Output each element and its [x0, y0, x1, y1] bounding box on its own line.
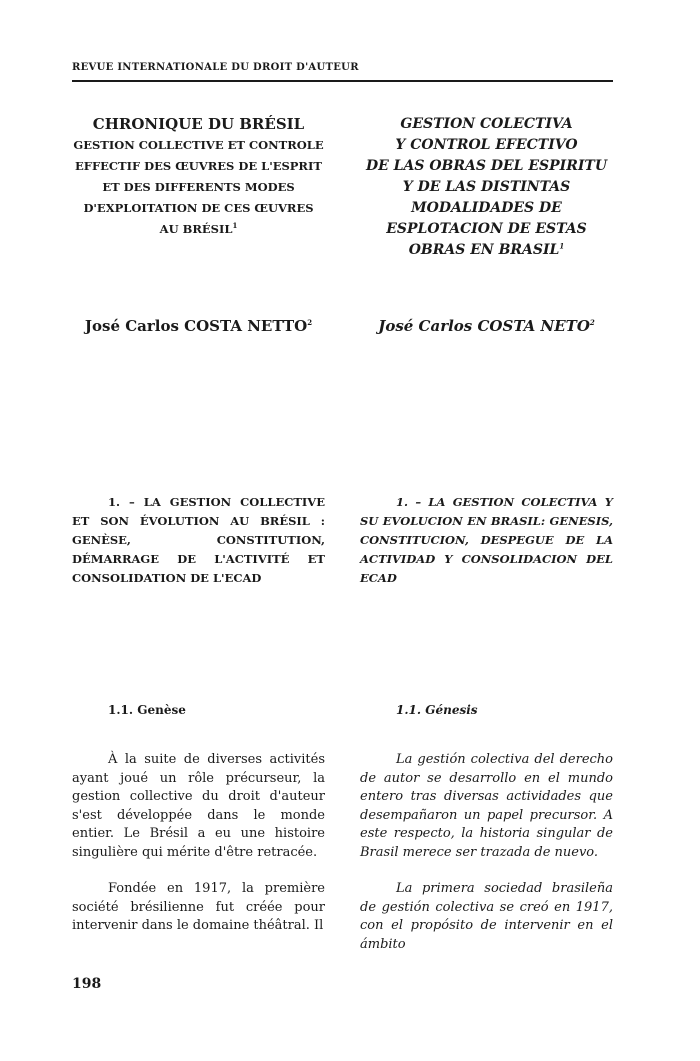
spanish-title-line: Y DE LAS DISTINTAS — [402, 179, 571, 195]
french-title-line-last — [72, 219, 325, 240]
spanish-title-line: Y CONTROL EFECTIVO — [395, 137, 578, 153]
spanish-paragraph: La primera sociedad brasileña de gestión colectiva se creó en 1917, con el propósito de intervenir en el ámbito — [360, 881, 613, 952]
footnote-ref[interactable]: 2 — [589, 318, 595, 327]
spanish-author-name: José Carlos COSTA NETO — [378, 317, 590, 335]
running-header — [72, 62, 613, 82]
footnote-ref[interactable]: 1 — [232, 221, 238, 231]
french-section-heading: 1. – LA GESTION COLLECTIVE ET SON ÉVOLUTION AU BRÉSIL : GENÈSE, CONSTITUTION, DÉMARRAGE DE L'ACTIVITÉ ET CONSOLIDATION DE L'ECAD — [72, 495, 325, 585]
spanish-body — [360, 751, 613, 954]
spanish-title-block — [360, 114, 613, 261]
spanish-title-line-last — [360, 240, 613, 261]
french-title-line: EFFECTIF DES ŒUVRES DE L'ESPRIT — [75, 159, 322, 173]
page-number: 198 — [72, 976, 102, 992]
french-title-block — [72, 114, 325, 240]
spanish-title-line: GESTION COLECTIVA — [400, 116, 573, 132]
spanish-subsection-heading: 1.1. Génesis — [396, 703, 478, 717]
french-subsection-heading: 1.1. Genèse — [108, 703, 186, 717]
spanish-title-line: ESPLOTACION DE ESTAS — [386, 221, 587, 237]
spanish-section-block — [360, 493, 613, 588]
french-author — [72, 316, 325, 336]
french-chronicle-title: CHRONIQUE DU BRÉSIL — [92, 115, 305, 133]
french-paragraph: Fondée en 1917, la première société brésilienne fut créée pour intervenir dans le domaine théâtral. Il — [72, 881, 325, 933]
spanish-section-heading: 1. – LA GESTION COLECTIVA Y SU EVOLUCION EN BRASIL: GENESIS, CONSTITUCION, DESPEGUE DE LA ACTIVIDAD Y CONSOLIDACION DEL ECAD — [360, 495, 613, 585]
french-section-block — [72, 493, 325, 588]
spanish-paragraph: La gestión colectiva del derecho de autor se desarrollo en el mundo entero tras diversas actividades que desempañaron un papel precursor. A este respecto, la historia singular de Brasil merece ser trazada de nuevo. — [360, 752, 613, 860]
spanish-author — [360, 316, 613, 336]
french-paragraph: À la suite de diverses activités ayant joué un rôle précurseur, la gestion collective du droit d'auteur s'est développée dans le monde entier. Le Brésil a eu une histoire singulière qui mérite d'être retracée. — [72, 752, 325, 860]
french-body — [72, 751, 325, 936]
running-title: REVUE INTERNATIONALE DU DROIT D'AUTEUR — [72, 62, 359, 73]
spanish-title-line: MODALIDADES DE — [411, 200, 562, 216]
footnote-ref[interactable]: 1 — [559, 241, 565, 251]
footnote-ref[interactable]: 2 — [307, 318, 313, 327]
french-author-name: José Carlos COSTA NETTO — [84, 317, 308, 335]
french-title-line: GESTION COLLECTIVE ET CONTROLE — [73, 138, 324, 152]
french-title-line: ET DES DIFFERENTS MODES — [102, 180, 295, 194]
spanish-title-line: DE LAS OBRAS DEL ESPIRITU — [365, 158, 608, 174]
french-title-last-text: AU BRÉSIL — [159, 222, 233, 236]
french-title-line: D'EXPLOITATION DE CES ŒUVRES — [83, 201, 314, 215]
spanish-title-last-text: OBRAS EN BRASIL — [408, 242, 560, 258]
